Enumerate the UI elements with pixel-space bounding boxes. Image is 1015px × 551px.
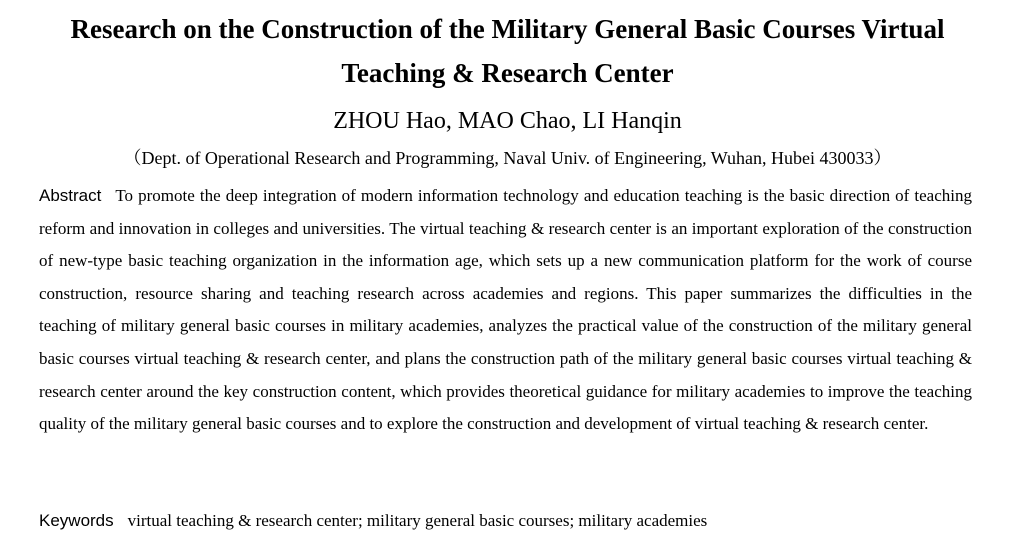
abstract-label: Abstract	[39, 186, 102, 205]
paper-authors: ZHOU Hao, MAO Chao, LI Hanqin	[333, 108, 682, 134]
keywords-label: Keywords	[39, 511, 114, 530]
paper-title-line-2: Teaching & Research Center	[341, 58, 674, 88]
keywords-text: virtual teaching & research center; military general basic courses; military academies	[127, 511, 708, 530]
abstract-paragraph	[39, 180, 972, 441]
keywords-line	[39, 506, 972, 536]
abstract-text: To promote the deep integration of modern information technology and education teaching is the basic direction of teaching reform and innovation in colleges and universities. The virtual teaching & research center is an important exploration of the construction of new-type basic teaching organization in the information age, which sets up a new communication platform for the work of course construction, resource sharing and teaching research across academies and regions. This paper summarizes the difficulties in the teaching of military general basic courses in military academies, analyzes the practical value of the construction of the military general basic courses virtual teaching & research center, and plans the construction path of the military general basic courses virtual teaching & research center around the key construction content, which provides theoretical guidance for military academies to improve the teaching quality of the military general basic courses and to explore the construction and development of virtual teaching & research center.	[39, 186, 972, 434]
paper-affiliation: （Dept. of Operational Research and Programming, Naval Univ. of Engineering, Wuhan, Hubei 430033）	[123, 148, 892, 168]
paper-title-line-1: Research on the Construction of the Military General Basic Courses Virtual	[70, 14, 945, 44]
